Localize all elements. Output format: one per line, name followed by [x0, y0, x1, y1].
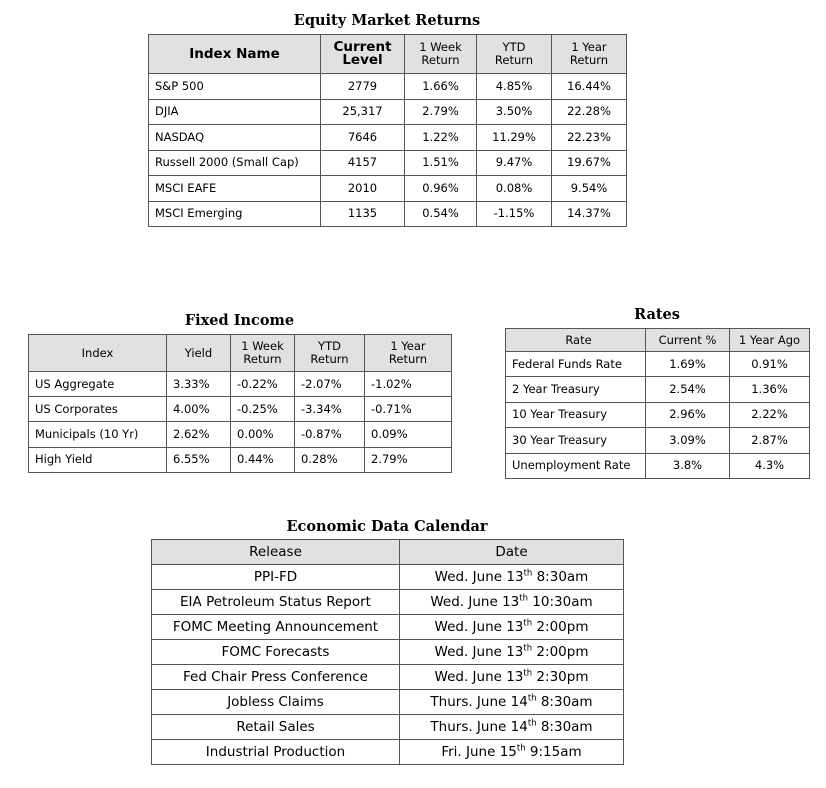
equity-year-return: 9.54%	[552, 176, 627, 202]
table-row	[506, 402, 810, 427]
rate-name: Unemployment Rate	[506, 453, 646, 478]
equity-index-name: S&P 500	[149, 74, 321, 100]
calendar-date-day: Wed. June 13	[434, 568, 524, 585]
equity-index-name: MSCI Emerging	[149, 201, 321, 227]
calendar-date	[400, 565, 624, 590]
equity-col-ytd: YTD Return	[477, 35, 552, 74]
calendar-date	[400, 740, 624, 765]
fixed-income-header-row	[29, 335, 452, 372]
calendar-date-time: 8:30am	[536, 718, 593, 735]
fixed-yield: 4.00%	[167, 397, 231, 422]
calendar-date-suffix: th	[527, 718, 537, 728]
equity-current-level: 2779	[321, 74, 405, 100]
table-row	[152, 665, 624, 690]
equity-index-name: Russell 2000 (Small Cap)	[149, 150, 321, 176]
calendar-date-day: Wed. June 13	[430, 593, 520, 610]
equity-year-return: 14.37%	[552, 201, 627, 227]
fixed-index-name: US Corporates	[29, 397, 167, 422]
equity-col-week: 1 Week Return	[405, 35, 477, 74]
calendar-date-day: Thurs. June 14	[430, 718, 528, 735]
equity-week-return: 1.22%	[405, 125, 477, 151]
equity-week-return: 2.79%	[405, 99, 477, 125]
rate-current: 3.09%	[646, 428, 730, 453]
table-row	[149, 201, 627, 227]
rates-section	[505, 306, 809, 479]
fixed-ytd-return: 0.28%	[295, 447, 365, 472]
equity-current-level: 2010	[321, 176, 405, 202]
equity-year-return: 22.28%	[552, 99, 627, 125]
table-row	[29, 422, 452, 447]
rate-name: 30 Year Treasury	[506, 428, 646, 453]
rate-name: 10 Year Treasury	[506, 402, 646, 427]
fixed-year-return: -1.02%	[365, 372, 452, 397]
table-row	[506, 352, 810, 377]
rates-col-rate: Rate	[506, 329, 646, 352]
equity-ytd-return: -1.15%	[477, 201, 552, 227]
table-row	[149, 150, 627, 176]
calendar-header-row	[152, 540, 624, 565]
fixed-col-yield: Yield	[167, 335, 231, 372]
fixed-week-return: -0.22%	[231, 372, 295, 397]
table-row	[506, 428, 810, 453]
calendar-date-suffix: th	[523, 668, 533, 678]
calendar-date	[400, 640, 624, 665]
table-row	[152, 615, 624, 640]
calendar-date-time: 2:00pm	[532, 618, 589, 635]
calendar-section	[151, 518, 623, 765]
calendar-date-suffix: th	[523, 643, 533, 653]
fixed-income-body	[29, 372, 452, 473]
equity-ytd-return: 3.50%	[477, 99, 552, 125]
table-row	[506, 453, 810, 478]
equity-table	[148, 34, 627, 227]
calendar-date-day: Wed. June 13	[434, 668, 524, 685]
table-row	[152, 690, 624, 715]
equity-body	[149, 74, 627, 227]
calendar-date-suffix: th	[519, 593, 528, 603]
table-row	[152, 715, 624, 740]
equity-year-return: 16.44%	[552, 74, 627, 100]
fixed-income-section	[28, 312, 451, 473]
rate-year-ago: 4.3%	[730, 453, 810, 478]
rate-year-ago: 1.36%	[730, 377, 810, 402]
calendar-date-time: 8:30am	[532, 568, 589, 585]
calendar-release: Industrial Production	[152, 740, 400, 765]
rate-current: 3.8%	[646, 453, 730, 478]
equity-week-return: 1.51%	[405, 150, 477, 176]
fixed-ytd-return: -0.87%	[295, 422, 365, 447]
equity-ytd-return: 11.29%	[477, 125, 552, 151]
fixed-yield: 3.33%	[167, 372, 231, 397]
calendar-date-suffix: th	[527, 693, 537, 703]
fixed-ytd-return: -3.34%	[295, 397, 365, 422]
rate-year-ago: 2.87%	[730, 428, 810, 453]
fixed-week-return: 0.44%	[231, 447, 295, 472]
table-row	[149, 99, 627, 125]
rate-year-ago: 0.91%	[730, 352, 810, 377]
rates-header-row	[506, 329, 810, 352]
calendar-date-time: 10:30am	[528, 593, 593, 610]
calendar-date-time: 2:00pm	[532, 643, 589, 660]
calendar-date-day: Wed. June 13	[434, 643, 524, 660]
calendar-table	[151, 539, 624, 765]
equity-header-row	[149, 35, 627, 74]
fixed-index-name: High Yield	[29, 447, 167, 472]
calendar-release: Retail Sales	[152, 715, 400, 740]
fixed-year-return: 0.09%	[365, 422, 452, 447]
table-row	[29, 372, 452, 397]
rate-current: 2.54%	[646, 377, 730, 402]
rate-current: 2.96%	[646, 402, 730, 427]
fixed-col-year: 1 Year Return	[365, 335, 452, 372]
calendar-date-time: 8:30am	[536, 693, 593, 710]
calendar-date-day: Thurs. June 14	[430, 693, 528, 710]
equity-ytd-return: 0.08%	[477, 176, 552, 202]
calendar-release: Fed Chair Press Conference	[152, 665, 400, 690]
rate-name: 2 Year Treasury	[506, 377, 646, 402]
equity-current-level: 4157	[321, 150, 405, 176]
fixed-col-index: Index	[29, 335, 167, 372]
equity-ytd-return: 4.85%	[477, 74, 552, 100]
calendar-date-suffix: th	[516, 743, 526, 753]
calendar-col-date: Date	[400, 540, 624, 565]
fixed-income-table	[28, 334, 452, 473]
calendar-release: PPI-FD	[152, 565, 400, 590]
equity-index-name: NASDAQ	[149, 125, 321, 151]
table-row	[29, 397, 452, 422]
equity-week-return: 1.66%	[405, 74, 477, 100]
equity-col-level: Current Level	[321, 35, 405, 74]
calendar-date-day: Wed. June 13	[434, 618, 524, 635]
calendar-date-time: 9:15am	[525, 743, 582, 760]
fixed-year-return: -0.71%	[365, 397, 452, 422]
calendar-release: FOMC Meeting Announcement	[152, 615, 400, 640]
fixed-col-ytd: YTD Return	[295, 335, 365, 372]
fixed-ytd-return: -2.07%	[295, 372, 365, 397]
fixed-income-title: Fixed Income	[184, 312, 295, 329]
equity-col-year: 1 Year Return	[552, 35, 627, 74]
equity-section	[148, 12, 626, 227]
calendar-date-suffix: th	[523, 618, 533, 628]
calendar-date-day: Fri. June 15	[441, 743, 517, 760]
equity-index-name: MSCI EAFE	[149, 176, 321, 202]
calendar-release: EIA Petroleum Status Report	[152, 590, 400, 615]
calendar-title: Economic Data Calendar	[286, 518, 488, 535]
rates-table	[505, 328, 810, 479]
rates-body	[506, 352, 810, 479]
calendar-release: FOMC Forecasts	[152, 640, 400, 665]
equity-current-level: 25,317	[321, 99, 405, 125]
equity-week-return: 0.96%	[405, 176, 477, 202]
calendar-date	[400, 665, 624, 690]
table-row	[149, 125, 627, 151]
calendar-release: Jobless Claims	[152, 690, 400, 715]
table-row	[149, 74, 627, 100]
fixed-index-name: Municipals (10 Yr)	[29, 422, 167, 447]
fixed-year-return: 2.79%	[365, 447, 452, 472]
equity-ytd-return: 9.47%	[477, 150, 552, 176]
equity-year-return: 22.23%	[552, 125, 627, 151]
equity-current-level: 1135	[321, 201, 405, 227]
table-row	[506, 377, 810, 402]
equity-current-level: 7646	[321, 125, 405, 151]
rate-year-ago: 2.22%	[730, 402, 810, 427]
table-row	[149, 176, 627, 202]
equity-week-return: 0.54%	[405, 201, 477, 227]
fixed-index-name: US Aggregate	[29, 372, 167, 397]
equity-col-name: Index Name	[149, 35, 321, 74]
rates-title: Rates	[634, 306, 680, 323]
equity-year-return: 19.67%	[552, 150, 627, 176]
equity-title: Equity Market Returns	[293, 12, 481, 29]
equity-index-name: DJIA	[149, 99, 321, 125]
calendar-body	[152, 565, 624, 765]
calendar-date-time: 2:30pm	[532, 668, 589, 685]
table-row	[152, 565, 624, 590]
calendar-date	[400, 715, 624, 740]
fixed-yield: 6.55%	[167, 447, 231, 472]
rate-name: Federal Funds Rate	[506, 352, 646, 377]
fixed-yield: 2.62%	[167, 422, 231, 447]
calendar-col-release: Release	[152, 540, 400, 565]
table-row	[152, 640, 624, 665]
fixed-week-return: 0.00%	[231, 422, 295, 447]
calendar-date	[400, 615, 624, 640]
table-row	[152, 590, 624, 615]
fixed-week-return: -0.25%	[231, 397, 295, 422]
rates-col-current: Current %	[646, 329, 730, 352]
table-row	[29, 447, 452, 472]
table-row	[152, 740, 624, 765]
calendar-date	[400, 690, 624, 715]
fixed-col-week: 1 Week Return	[231, 335, 295, 372]
rate-current: 1.69%	[646, 352, 730, 377]
rates-col-year-ago: 1 Year Ago	[730, 329, 810, 352]
calendar-date	[400, 590, 624, 615]
calendar-date-suffix: th	[523, 568, 533, 578]
